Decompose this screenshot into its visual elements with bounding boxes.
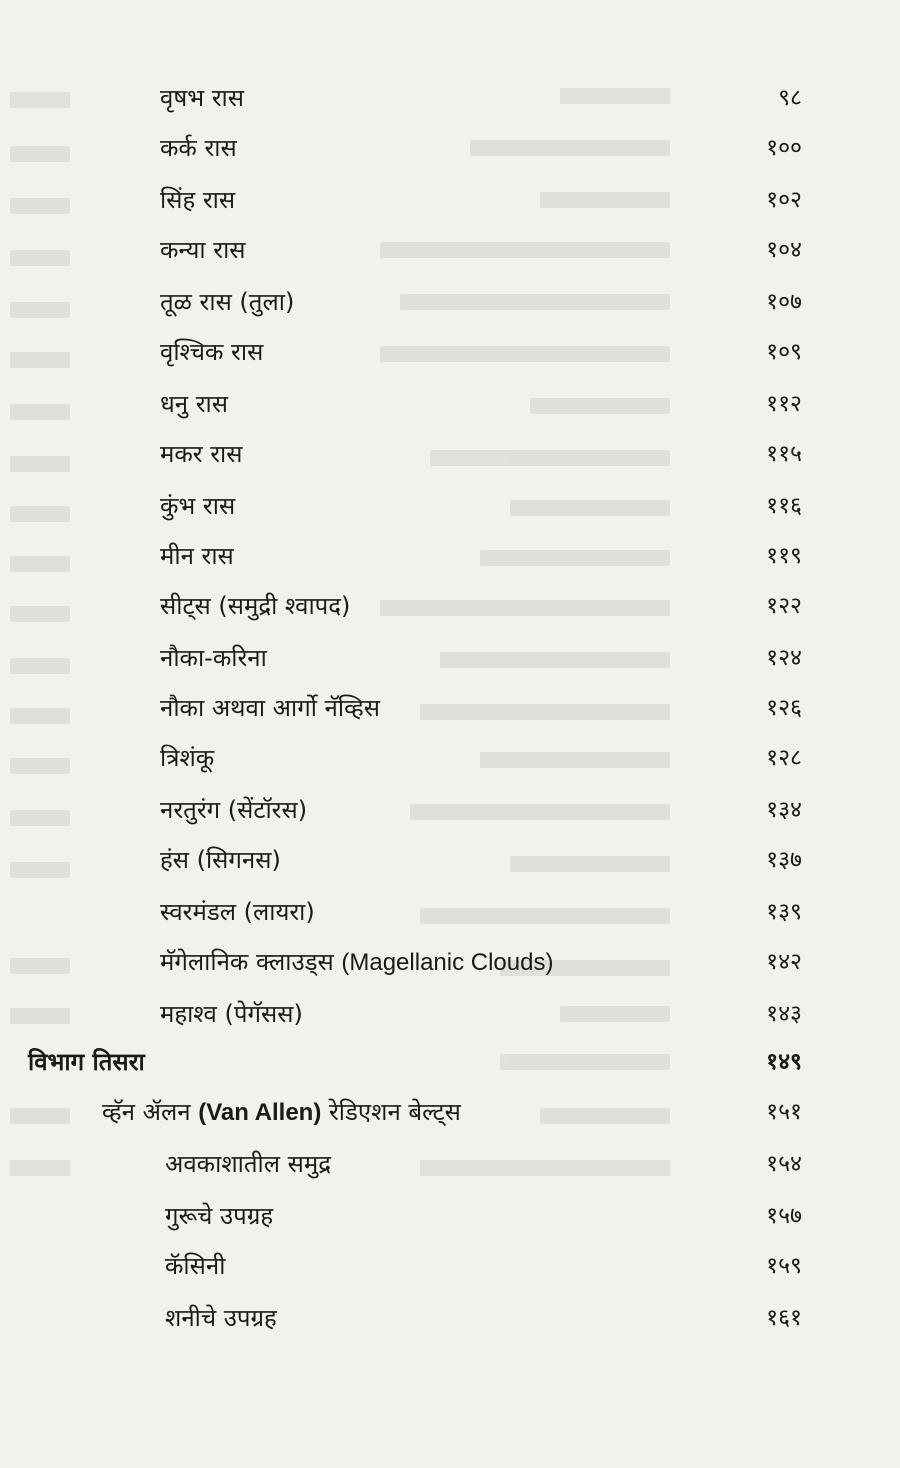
- toc-entry-title: नौका अथवा आर्गो नॅव्हिस: [160, 694, 380, 722]
- toc-entry[interactable]: [0, 486, 900, 526]
- toc-entry[interactable]: [0, 1092, 900, 1132]
- toc-entry-page: १५९: [766, 1253, 802, 1279]
- toc-entry[interactable]: [0, 230, 900, 270]
- toc-entry[interactable]: [0, 1246, 900, 1286]
- toc-entry[interactable]: [0, 790, 900, 830]
- toc-entry[interactable]: [0, 180, 900, 220]
- toc-entry[interactable]: [0, 994, 900, 1034]
- toc-entry[interactable]: [0, 1196, 900, 1236]
- toc-entry-title: स्वरमंडल (लायरा): [160, 898, 315, 926]
- toc-entry-title: मीन रास: [160, 542, 234, 570]
- toc-entry[interactable]: [0, 586, 900, 626]
- toc-entry-title: [160, 942, 553, 983]
- toc-entry[interactable]: [0, 282, 900, 322]
- toc-entry[interactable]: [0, 536, 900, 576]
- toc-entry[interactable]: [0, 434, 900, 474]
- toc-entry-title: मकर रास: [160, 440, 243, 468]
- toc-section-heading[interactable]: [0, 1042, 900, 1082]
- toc-entry-title: तूळ रास (तुला): [160, 288, 295, 316]
- section-title: विभाग तिसरा: [28, 1048, 145, 1076]
- toc-entry[interactable]: [0, 840, 900, 880]
- toc-entry-title: गुरूचे उपग्रह: [165, 1202, 274, 1230]
- toc-entry-page: १००: [766, 135, 802, 161]
- toc-entry-page: ११९: [766, 543, 802, 569]
- toc-entry-page: १५४: [766, 1151, 802, 1177]
- toc-entry-page: ११६: [766, 493, 802, 519]
- toc-entry[interactable]: [0, 638, 900, 678]
- toc-entry-page: १५७: [766, 1203, 802, 1229]
- toc-entry-page: १३४: [766, 797, 802, 823]
- toc-entry[interactable]: [0, 1144, 900, 1184]
- toc-entry-title: वृषभ रास: [160, 84, 244, 112]
- toc-entry-title-latin: (Van Allen): [198, 1099, 322, 1126]
- toc-entry-page: १५१: [766, 1099, 802, 1125]
- toc-entry-page: १४३: [766, 1001, 802, 1027]
- toc-entry-page: १३९: [766, 899, 802, 925]
- toc-entry-page: १६१: [766, 1305, 802, 1331]
- toc-entry[interactable]: [0, 78, 900, 118]
- toc-entry-title: अवकाशातील समुद्र: [165, 1150, 331, 1178]
- toc-entry-title: कन्या रास: [160, 236, 246, 264]
- toc-entry[interactable]: [0, 738, 900, 778]
- toc-entry-page: ११२: [766, 391, 802, 417]
- toc-entry-page: १२८: [766, 745, 802, 771]
- toc-entry[interactable]: [0, 688, 900, 728]
- toc-entry-title: त्रिशंकू: [160, 744, 215, 772]
- toc-entry-title: नरतुरंग (सेंटॉरस): [160, 796, 308, 824]
- toc-entry[interactable]: [0, 128, 900, 168]
- toc-entry-title: कॅसिनी: [165, 1252, 226, 1280]
- toc-entry-page: १२२: [766, 593, 802, 619]
- toc-entry[interactable]: [0, 384, 900, 424]
- toc-entry-title: सीट्स (समुद्री श्वापद): [160, 592, 351, 620]
- toc-entry-title-post: रेडिएशन बेल्ट्स: [328, 1098, 461, 1126]
- toc-entry-title: कर्क रास: [160, 134, 237, 162]
- toc-entry-page: १३७: [766, 847, 802, 873]
- toc-entry-title: कुंभ रास: [160, 492, 236, 520]
- toc-entry-page: ११५: [766, 441, 802, 467]
- toc-entry-title: धनु रास: [160, 390, 228, 418]
- toc-entry-title: शनीचे उपग्रह: [165, 1304, 277, 1332]
- toc-entry[interactable]: [0, 1298, 900, 1338]
- toc-entry-page: १०२: [766, 187, 802, 213]
- toc-entry-title: सिंह रास: [160, 186, 236, 214]
- toc-entry[interactable]: [0, 332, 900, 372]
- toc-entry-title: हंस (सिगनस): [160, 846, 281, 874]
- toc-entry-title-main: मॅगेलानिक क्लाउड्स: [160, 948, 334, 976]
- toc-entry[interactable]: [0, 892, 900, 932]
- toc-entry-title: वृश्चिक रास: [160, 338, 264, 366]
- toc-entry-page: ९८: [778, 85, 802, 111]
- toc-entry-page: १२४: [766, 645, 802, 671]
- section-page: १४९: [766, 1049, 802, 1075]
- toc-entry-page: १०९: [766, 339, 802, 365]
- toc-entry-title-pre: व्हॅन ॲलन: [102, 1098, 191, 1126]
- toc-entry-title-latin: (Magellanic Clouds): [341, 949, 554, 976]
- toc-entry-title: [102, 1092, 461, 1133]
- toc-entry-page: १२६: [766, 695, 802, 721]
- toc-entry-title: नौका-करिना: [160, 644, 267, 672]
- toc-entry-title: महाश्व (पेगॅसस): [160, 1000, 303, 1028]
- toc-entry-page: १४२: [766, 949, 802, 975]
- toc-entry[interactable]: [0, 942, 900, 982]
- toc-entry-page: १०४: [766, 237, 802, 263]
- toc-entry-page: १०७: [766, 289, 802, 315]
